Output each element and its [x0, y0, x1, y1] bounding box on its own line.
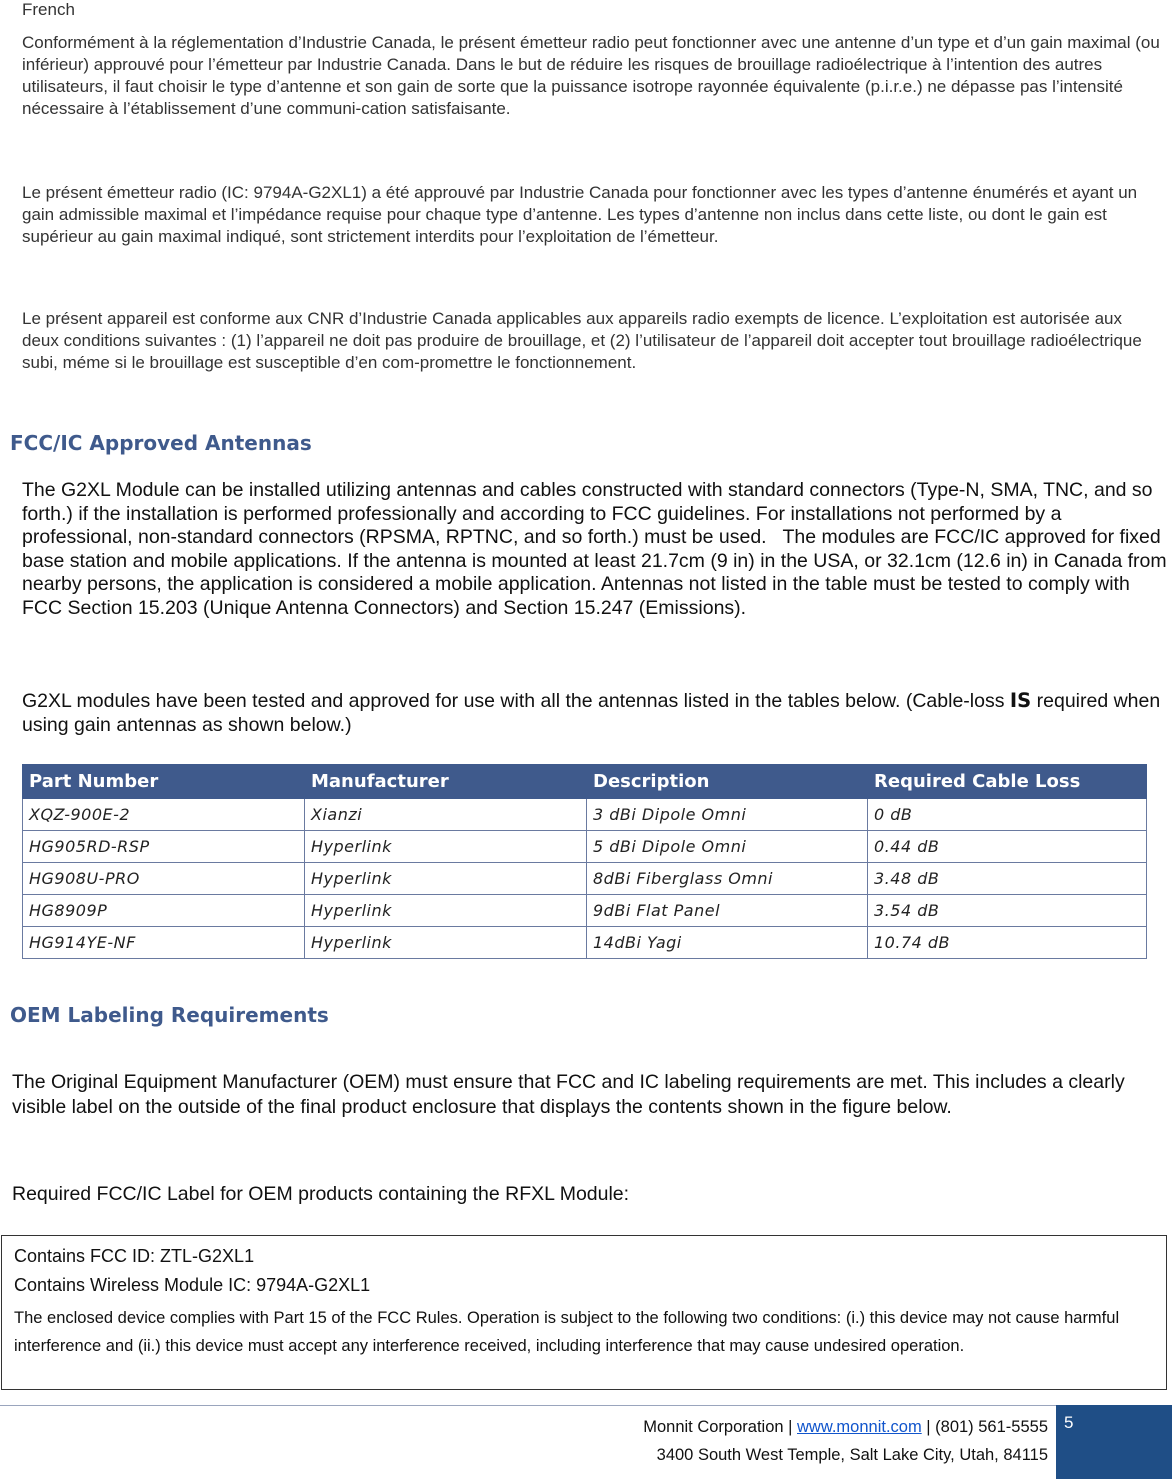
- cell-cable-loss: 0.44 dB: [868, 831, 1147, 863]
- cell-cable-loss: 10.74 dB: [868, 927, 1147, 959]
- antennas-heading: FCC/IC Approved Antennas: [10, 431, 312, 455]
- antennas-paragraph-2-part-a: G2XL modules have been tested and approved for use with all the antennas listed in the tables below. (Cable-loss: [22, 690, 1010, 712]
- footer-divider: [0, 1405, 1172, 1406]
- footer-company: Monnit Corporation |: [643, 1418, 797, 1436]
- fcc-ic-label-box: [1, 1235, 1167, 1390]
- cell-part-number: XQZ-900E-2: [23, 799, 305, 831]
- oem-paragraph-2: Required FCC/IC Label for OEM products containing the RFXL Module:: [12, 1183, 630, 1205]
- column-header-part-number: Part Number: [23, 765, 305, 799]
- approved-antennas-table: [22, 764, 1147, 959]
- table-row: [23, 895, 1147, 927]
- oem-labeling-heading: OEM Labeling Requirements: [10, 1003, 329, 1027]
- column-header-manufacturer: Manufacturer: [305, 765, 587, 799]
- antennas-paragraph-1-part-b: The modules are FCC/IC approved for fixed base station and mobile applications. If the antenna is mounted at least 21.7cm (9 in) in the USA, or 32.1cm (12.6 in) in Canada from nearby persons, the application is considered a mobile application. Antennas not listed in the table must be tested to comply with FCC Section 15.203 (Unique Antenna Connectors) and Section 15.247 (Emissions).: [22, 526, 1167, 619]
- table-row: [23, 927, 1147, 959]
- cable-loss-emphasis: IS: [1009, 689, 1032, 712]
- antennas-paragraph-2: [22, 689, 1167, 737]
- antennas-paragraph-1: [22, 479, 1167, 620]
- footer-phone: | (801) 561-5555: [921, 1418, 1048, 1436]
- cell-description: 9dBi Flat Panel: [587, 895, 868, 927]
- cell-part-number: HG914YE-NF: [23, 927, 305, 959]
- table-row: [23, 799, 1147, 831]
- cell-manufacturer: Hyperlink: [305, 895, 587, 927]
- cell-manufacturer: Hyperlink: [305, 863, 587, 895]
- cell-manufacturer: Xianzi: [305, 799, 587, 831]
- footer-contact-line: [643, 1413, 1048, 1441]
- french-paragraph-2: Le présent émetteur radio (IC: 9794A-G2XL1) a été approuvé par Industrie Canada pour fonctionner avec les types d’antenne énumérés et ayant un gain admissible maximal et l’impédance requise pour chaque type d’antenne. Les types d’antenne non inclus dans cette liste, ou dont le gain est supérieur au gain maximal indiqué, sont strictement interdits pour l’exploitation de l’émetteur.: [22, 183, 1138, 246]
- label-compliance-statement: The enclosed device complies with Part 15 of the FCC Rules. Operation is subject to the following two conditions: (i.) this device may not cause harmful interference and (ii.) this device must accept any interference received, including interference that may cause undesired operation.: [14, 1309, 1120, 1355]
- page-number-box: [1056, 1405, 1172, 1479]
- antennas-paragraph-1-part-a: The G2XL Module can be installed utilizing antennas and cables constructed with standard connectors (Type-N, SMA, TNC, and so forth.) if the installation is performed professionally and according to FCC guidelines. For installations not performed by a professional, non-standard connectors (RPSMA, RPTNC, and so forth.) must be used.: [22, 479, 1153, 548]
- cell-description: 14dBi Yagi: [587, 927, 868, 959]
- cell-description: 5 dBi Dipole Omni: [587, 831, 868, 863]
- footer-address: 3400 South West Temple, Salt Lake City, Utah, 84115: [656, 1446, 1048, 1464]
- french-paragraph-1: Conformément à la réglementation d’Industrie Canada, le présent émetteur radio peut fonctionner avec une antenne d’un type et d’un gain maximal (ou inférieur) approuvé pour l’émetteur par Industrie Canada. Dans le but de réduire les risques de brouillage radioélectrique à l’intention des autres utilisateurs, il faut choisir le type d’antenne et son gain de sorte que la puissance isotrope rayonnée équivalente (p.i.r.e.) ne dépasse pas l’intensité nécessaire à l’établissement d’une communi-cation satisfaisante.: [22, 33, 1160, 118]
- cell-manufacturer: Hyperlink: [305, 927, 587, 959]
- antennas-paragraph-2-part-b: required when using gain antennas as shown below.): [22, 690, 1161, 736]
- oem-paragraph-1: The Original Equipment Manufacturer (OEM) must ensure that FCC and IC labeling requirements are met. This includes a clearly visible label on the outside of the final product enclosure that displays the contents shown in the figure below.: [12, 1071, 1125, 1118]
- cell-part-number: HG8909P: [23, 895, 305, 927]
- table-header-row: [23, 765, 1147, 799]
- cell-part-number: HG908U-PRO: [23, 863, 305, 895]
- cell-manufacturer: Hyperlink: [305, 831, 587, 863]
- french-paragraph-3: Le présent appareil est conforme aux CNR d’Industrie Canada applicables aux appareils radio exempts de licence. L’exploitation est autorisée aux deux conditions suivantes : (1) l’appareil ne doit pas produire de brouillage, et (2) l’utilisateur de l’appareil doit accepter tout brouillage radioélectrique subi, méme si le brouillage est susceptible d’en com-promettre le fonctionnement.: [22, 309, 1142, 372]
- column-header-required-cable-loss: Required Cable Loss: [868, 765, 1147, 799]
- cell-description: 8dBi Fiberglass Omni: [587, 863, 868, 895]
- cell-cable-loss: 3.54 dB: [868, 895, 1147, 927]
- label-fcc-id: Contains FCC ID: ZTL-G2XL1: [14, 1246, 255, 1266]
- label-ic-number: Contains Wireless Module IC: 9794A-G2XL1: [14, 1275, 371, 1295]
- footer-website-link[interactable]: www.monnit.com: [797, 1418, 922, 1436]
- cell-cable-loss: 0 dB: [868, 799, 1147, 831]
- page-number: 5: [1064, 1413, 1074, 1432]
- table-row: [23, 831, 1147, 863]
- cell-description: 3 dBi Dipole Omni: [587, 799, 868, 831]
- table-row: [23, 863, 1147, 895]
- french-section-label: French: [22, 0, 75, 19]
- cell-part-number: HG905RD-RSP: [23, 831, 305, 863]
- cell-cable-loss: 3.48 dB: [868, 863, 1147, 895]
- footer: [643, 1413, 1048, 1469]
- column-header-description: Description: [587, 765, 868, 799]
